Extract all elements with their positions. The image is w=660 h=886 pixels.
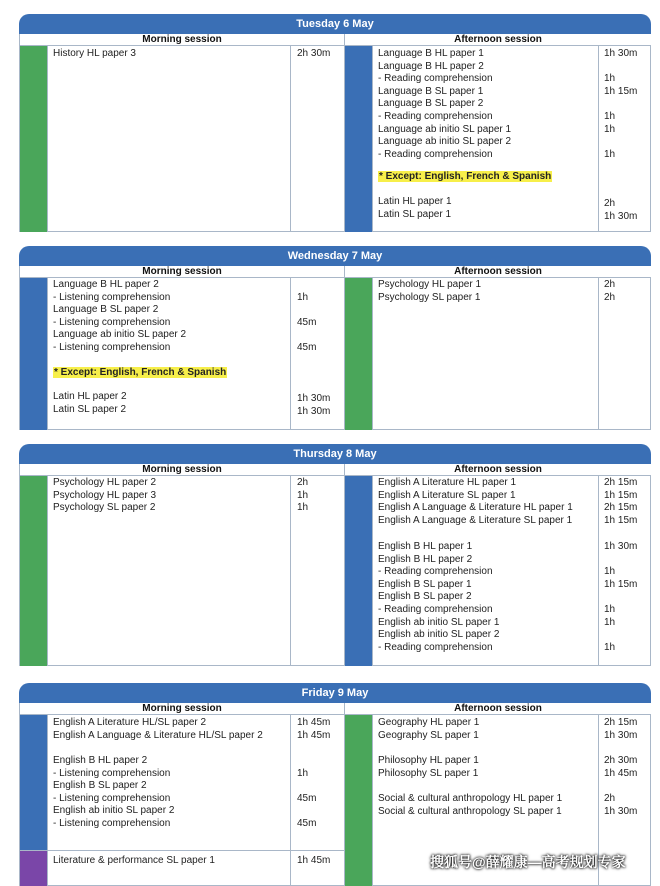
exam-duration: 1h [604, 641, 616, 653]
exam-subject: English A Literature SL paper 1 [378, 489, 516, 501]
subject-group-bar-green [20, 46, 47, 232]
afternoon-times-anthropology [604, 793, 637, 818]
morning-times [297, 717, 330, 742]
exam-duration: 1h 15m [604, 85, 638, 97]
morning-subjects-group2 [53, 755, 174, 831]
morning-session-label: Morning session [20, 464, 344, 476]
exam-subject: Language ab initio SL paper 1 [378, 123, 512, 135]
exam-duration [604, 61, 637, 74]
exam-duration: 2h 30m [297, 48, 331, 59]
morning-subjects-purple [53, 855, 215, 868]
morning-subjects [53, 717, 263, 742]
exam-duration: 1h 15m [604, 514, 638, 526]
exam-subject: Language ab initio SL paper 2 [378, 136, 512, 148]
afternoon-subjects-geography [378, 717, 479, 742]
exam-duration: 1h [604, 616, 616, 628]
morning-subjects [53, 48, 136, 61]
exam-subject: Language B HL paper 2 [53, 279, 159, 290]
exam-duration: 1h 30m [604, 541, 638, 552]
exam-subject: Language B SL paper 2 [378, 98, 484, 110]
day-header: Friday 9 May [19, 683, 651, 703]
exam-duration [604, 629, 637, 642]
exam-subject: Language B SL paper 1 [378, 85, 484, 97]
exam-subject: - Listening comprehension [53, 291, 171, 303]
afternoon-times-group2 [604, 541, 637, 654]
exam-subject: English ab initio SL paper 1 [378, 616, 500, 628]
exam-duration: 1h [604, 148, 616, 160]
exam-duration: 1h [297, 767, 309, 779]
exam-subject: Geography HL paper 1 [378, 717, 480, 728]
exam-duration: 1h [604, 603, 616, 615]
exam-duration: 2h 15m [604, 477, 638, 488]
afternoon-subjects-group1 [378, 477, 573, 527]
morning-subjects [53, 279, 186, 355]
afternoon-times-philosophy [604, 755, 637, 780]
afternoon-session-label: Afternoon session [345, 34, 651, 46]
afternoon-times-group1 [604, 477, 637, 527]
exam-subject: Philosophy SL paper 1 [378, 767, 479, 779]
afternoon-subjects-anthropology [378, 793, 562, 818]
afternoon-times [604, 279, 615, 304]
subject-group-bar-green [20, 476, 47, 666]
subject-group-bar-purple [20, 851, 47, 886]
day-header: Thursday 8 May [19, 444, 651, 464]
exam-duration: 1h [604, 566, 616, 578]
exam-subject: - Reading comprehension [378, 73, 493, 85]
morning-session-label: Morning session [20, 34, 344, 46]
exam-duration: 1h 45m [604, 767, 638, 779]
exam-duration [604, 136, 637, 149]
exam-duration: 2h [604, 291, 616, 303]
exam-subject: English A Language & Literature SL paper 1 [378, 514, 573, 526]
exam-duration: 2h 15m [604, 502, 638, 514]
schedule-grid [19, 464, 651, 666]
morning-subjects [53, 477, 156, 515]
exam-subject: Language B HL paper 2 [378, 60, 484, 72]
day-header: Wednesday 7 May [19, 246, 651, 266]
exam-subject: Psychology SL paper 2 [53, 502, 156, 514]
exam-subject: - Listening comprehension [53, 767, 171, 779]
subject-group-bar-blue [20, 715, 47, 850]
exam-subject: - Listening comprehension [53, 792, 171, 804]
exam-duration: 1h 45m [297, 717, 331, 728]
afternoon-session-label: Afternoon session [345, 266, 651, 278]
watermark: 搜狐号@薛耀康—高考规划专家 [430, 854, 626, 870]
exam-subject: English B HL paper 1 [378, 541, 473, 552]
afternoon-times-geography [604, 717, 637, 742]
exam-duration: 1h 15m [604, 489, 638, 501]
exam-subject: Social & cultural anthropology HL paper 1 [378, 793, 563, 804]
subject-group-bar-blue [345, 476, 372, 666]
afternoon-session-label: Afternoon session [345, 703, 651, 715]
exam-subject: English A Language & Literature HL paper 1 [378, 502, 573, 514]
exam-subject: Language ab initio SL paper 2 [53, 329, 187, 341]
morning-times [297, 279, 316, 355]
exam-subject: Philosophy HL paper 1 [378, 755, 479, 766]
exam-subject: - Reading comprehension [378, 148, 493, 160]
exam-subject: - Listening comprehension [53, 341, 171, 353]
exam-duration: 1h [604, 123, 616, 135]
exam-duration: 1h [604, 110, 616, 122]
morning-times-group2 [297, 755, 316, 831]
schedule-grid [19, 266, 651, 430]
exam-subject: Psychology SL paper 1 [378, 291, 481, 303]
exam-duration [604, 554, 637, 567]
latin-subjects [53, 391, 127, 416]
day-block-wednesday [19, 246, 651, 430]
subject-group-bar-green [345, 715, 372, 886]
exam-duration: 2h 30m [604, 755, 638, 766]
exam-subject: History HL paper 3 [53, 48, 136, 59]
exam-duration: 1h 30m [297, 393, 331, 404]
exam-subject: - Reading comprehension [378, 566, 493, 578]
exam-duration: 1h [297, 489, 309, 501]
schedule-grid [19, 34, 651, 232]
exam-duration: 45m [297, 792, 317, 804]
day-block-tuesday [19, 14, 651, 232]
exam-duration [297, 805, 316, 818]
exam-duration [297, 780, 316, 793]
exam-duration: 1h 45m [297, 855, 331, 866]
exam-subject: Latin HL paper 1 [378, 196, 452, 207]
exam-subject: English A Language & Literature HL/SL paper 2 [53, 729, 263, 741]
exam-subject: English ab initio SL paper 2 [378, 629, 500, 641]
subject-group-bar-blue [20, 278, 47, 430]
exam-subject: English B HL paper 2 [53, 755, 148, 766]
exam-duration: 1h 30m [604, 48, 638, 59]
morning-session-label: Morning session [20, 266, 344, 278]
exam-subject: - Reading comprehension [378, 641, 493, 653]
exception-note [378, 171, 552, 184]
exam-duration: 45m [297, 817, 317, 829]
exam-subject: Geography SL paper 1 [378, 729, 479, 741]
afternoon-subjects-philosophy [378, 755, 479, 780]
exam-duration [604, 98, 637, 111]
morning-times [297, 477, 308, 515]
latin-subjects [378, 196, 452, 221]
afternoon-session-label: Afternoon session [345, 464, 651, 476]
exam-subject: Latin SL paper 1 [378, 208, 452, 220]
exam-subject: English A Literature HL paper 1 [378, 477, 517, 488]
exam-subject: Psychology HL paper 2 [53, 477, 157, 488]
exam-duration: 1h 30m [604, 210, 638, 222]
exam-subject: Latin HL paper 2 [53, 391, 127, 402]
morning-times-purple [297, 855, 330, 868]
exam-subject: Language B SL paper 2 [53, 304, 159, 316]
exam-subject: English B SL paper 2 [378, 591, 472, 603]
afternoon-subjects [378, 48, 511, 161]
exam-duration [297, 279, 316, 292]
exam-duration: 1h [297, 502, 309, 514]
subject-group-bar-blue [345, 46, 372, 232]
exam-subject: English B SL paper 2 [53, 780, 147, 792]
exam-duration: 2h [297, 477, 309, 488]
exam-duration: 2h [604, 793, 616, 804]
latin-times [297, 393, 330, 418]
exam-duration: 1h 45m [297, 729, 331, 741]
afternoon-subjects [378, 279, 481, 304]
exception-note-text: * Except: English, French & Spanish [379, 171, 552, 182]
exam-subject: Psychology HL paper 3 [53, 489, 157, 501]
exam-subject: - Listening comprehension [53, 316, 171, 328]
exam-duration: 1h 30m [604, 805, 638, 817]
exam-duration: 2h [604, 198, 616, 209]
exam-duration: 2h [604, 279, 616, 290]
morning-times [297, 48, 330, 61]
exception-note [53, 367, 227, 380]
exam-duration [604, 591, 637, 604]
exam-subject: English B SL paper 1 [378, 578, 472, 590]
exam-duration: 1h [604, 73, 616, 85]
exam-subject: Latin SL paper 2 [53, 403, 127, 415]
exam-subject: Social & cultural anthropology SL paper 1 [378, 805, 562, 817]
afternoon-times [604, 48, 637, 161]
day-block-thursday [19, 444, 651, 666]
subject-group-bar-green [345, 278, 372, 430]
morning-session-label: Morning session [20, 703, 344, 715]
exam-duration: 45m [297, 341, 317, 353]
exam-subject: - Listening comprehension [53, 817, 171, 829]
exam-subject: English A Literature HL/SL paper 2 [53, 717, 207, 728]
latin-times [604, 198, 637, 223]
exam-duration [297, 304, 316, 317]
exam-subject: Language B HL paper 1 [378, 48, 484, 59]
exception-note-text: * Except: English, French & Spanish [54, 367, 227, 378]
exam-duration: 45m [297, 316, 317, 328]
exam-subject: - Reading comprehension [378, 603, 493, 615]
exam-subject: Psychology HL paper 1 [378, 279, 482, 290]
exam-subject: - Reading comprehension [378, 110, 493, 122]
exam-subject: Literature & performance SL paper 1 [53, 855, 215, 866]
exam-duration: 1h 30m [604, 729, 638, 741]
exam-duration [297, 329, 316, 342]
exam-duration: 2h 15m [604, 717, 638, 728]
exam-duration: 1h 15m [604, 578, 638, 590]
exam-duration [297, 755, 316, 768]
exam-duration: 1h 30m [297, 405, 331, 417]
day-header: Tuesday 6 May [19, 14, 651, 34]
exam-duration: 1h [297, 291, 309, 303]
afternoon-subjects-group2 [378, 541, 499, 654]
exam-subject: English ab initio SL paper 2 [53, 805, 175, 817]
exam-subject: English B HL paper 2 [378, 553, 473, 565]
